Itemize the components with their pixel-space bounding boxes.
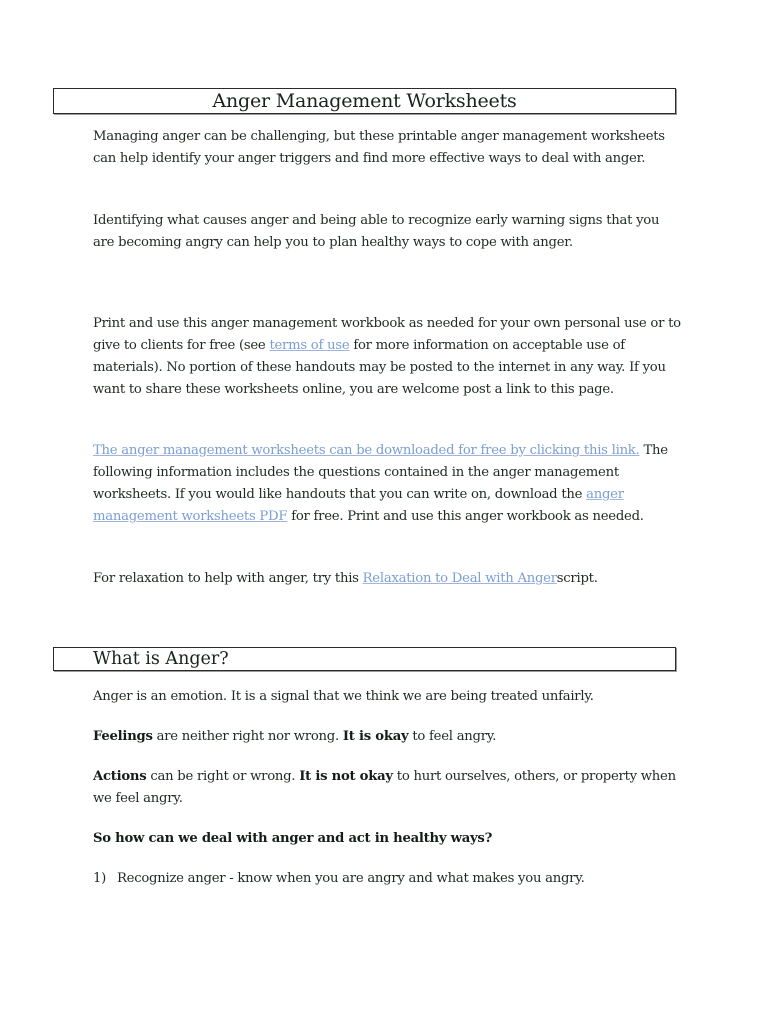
intro-paragraph-2: Identifying what causes anger and being able to recognize early warning signs that you are becoming angry can help you to plan healthy ways to cope with anger.: [93, 213, 660, 250]
intro-paragraph-3: [93, 313, 683, 401]
relaxation-script-link[interactable]: Relaxation to Deal with Anger: [362, 571, 557, 586]
paragraph-text: can be right or wrong.: [146, 769, 300, 784]
bold-text: It is not okay: [299, 769, 393, 784]
section-paragraph-2: [93, 726, 683, 748]
section-question: So how can we deal with anger and act in healthy ways?: [93, 831, 493, 846]
terms-of-use-link[interactable]: terms of use: [269, 338, 350, 353]
intro-paragraph-1: Managing anger can be challenging, but these printable anger management worksheets can help identify your anger triggers and find more effective ways to deal with anger.: [93, 129, 665, 166]
section-heading: What is Anger?: [93, 649, 229, 669]
bold-text: Actions: [93, 769, 147, 784]
bold-text: It is okay: [342, 729, 409, 744]
section-heading-box: [53, 647, 676, 671]
intro-paragraph-5: [93, 568, 683, 590]
paragraph-text: for more information on acceptable use of materials). No portion of these handouts may be posted to the internet in any way. If you want to share these worksheets online, you are welcome post a link to this page.: [93, 338, 666, 397]
worksheets-pdf-link[interactable]: anger management worksheets PDF: [93, 487, 624, 524]
list-item-text: Recognize anger - know when you are angry and what makes you angry.: [117, 871, 585, 886]
paragraph-text: are neither right nor wrong.: [152, 729, 343, 744]
bold-text: Feelings: [93, 729, 153, 744]
paragraph-text: For relaxation to help with anger, try this: [93, 571, 363, 586]
section-paragraph-3: [93, 766, 683, 810]
paragraph-text: script.: [556, 571, 598, 586]
paragraph-text: Print and use this anger management workbook as needed for your own personal use or to give to clients for free (see: [93, 316, 681, 353]
paragraph-text: The following information includes the questions contained in the anger management worksheets. If you would like handouts that you can write on, download the: [93, 443, 668, 502]
title-box: [53, 88, 676, 114]
list-item: [93, 868, 683, 890]
page-title: Anger Management Worksheets: [212, 90, 517, 112]
download-worksheets-link[interactable]: The anger management worksheets can be downloaded for free by clicking this link.: [93, 443, 640, 458]
intro-paragraph-4: [93, 440, 683, 528]
paragraph-text: to hurt ourselves, others, or property when we feel angry.: [93, 769, 676, 806]
list-item-number: 1): [93, 871, 107, 886]
paragraph-text: to feel angry.: [408, 729, 497, 744]
section-paragraph-1: Anger is an emotion. It is a signal that we think we are being treated unfairly.: [93, 689, 594, 704]
paragraph-text: for free. Print and use this anger workbook as needed.: [287, 509, 644, 524]
